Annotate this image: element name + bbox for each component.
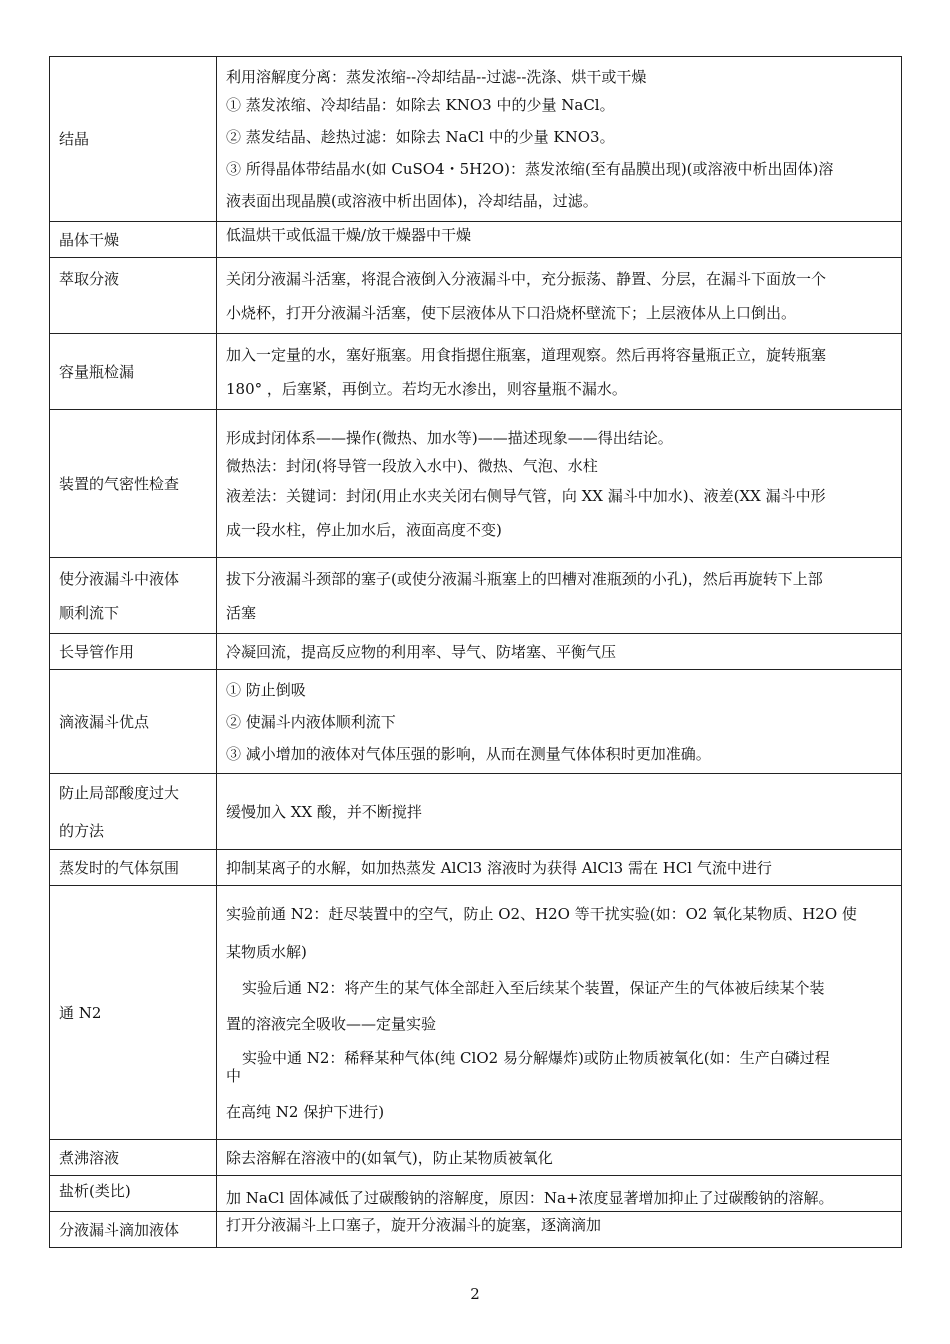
- row-label: 煮沸溶液: [50, 1140, 217, 1176]
- row-content: 除去溶解在溶液中的(如氧气)，防止某物质被氧化: [217, 1140, 902, 1176]
- row-label: 长导管作用: [50, 634, 217, 670]
- row-label: 容量瓶检漏: [50, 334, 217, 410]
- table-row: [50, 774, 902, 850]
- row-content: 抑制某离子的水解，如加热蒸发 AlCl3 溶液时为获得 AlCl3 需在 HCl 气流中进行: [217, 850, 902, 886]
- table-row: [50, 334, 902, 410]
- row-content: 低温烘干或低温干燥/放干燥器中干燥: [217, 222, 902, 258]
- table-row: [50, 222, 902, 258]
- row-label: 晶体干燥: [50, 222, 217, 258]
- row-label: 装置的气密性检查: [50, 410, 217, 558]
- row-content: 拔下分液漏斗颈部的塞子(或使分液漏斗瓶塞上的凹槽对准瓶颈的小孔)，然后再旋转下上部 活塞: [217, 558, 902, 634]
- row-content: 关闭分液漏斗活塞，将混合液倒入分液漏斗中，充分振荡、静置、分层，在漏斗下面放一个 小烧杯，打开分液漏斗活塞，使下层液体从下口沿烧杯壁流下；上层液体从上口倒出。: [217, 258, 902, 334]
- row-content: 加 NaCl 固体减低了过碳酸钠的溶解度，原因：Na+浓度显著增加抑止了过碳酸钠的溶解。: [217, 1176, 902, 1212]
- row-content: 加入一定量的水，塞好瓶塞。用食指摁住瓶塞，道理观察。然后再将容量瓶正立，旋转瓶塞 180° ，后塞紧，再倒立。若均无水渗出，则容量瓶不漏水。: [217, 334, 902, 410]
- row-label: 通 N2: [50, 886, 217, 1140]
- row-label: 防止局部酸度过大 的方法: [50, 774, 217, 850]
- table-row: [50, 57, 902, 222]
- content-table: [49, 56, 902, 1248]
- table-row: [50, 410, 902, 558]
- row-label: 蒸发时的气体氛围: [50, 850, 217, 886]
- row-content: 冷凝回流，提高反应物的利用率、导气、防堵塞、平衡气压: [217, 634, 902, 670]
- row-label: 使分液漏斗中液体 顺利流下: [50, 558, 217, 634]
- row-content: 利用溶解度分离：蒸发浓缩--冷却结晶--过滤--洗涤、烘干或干燥 ① 蒸发浓缩、冷却结晶：如除去 KNO3 中的少量 NaCl。 ② 蒸发结晶、趁热过滤：如除去 NaCl 中的少量 KNO3。 ③ 所得晶体带结晶水(如 CuSO4・5H2O)：蒸发浓缩(至有晶膜出现)(或溶液中析出固体)溶 液表面出现晶膜(或溶液中析出固体)，冷却结晶，过滤。: [217, 57, 902, 222]
- table-row: [50, 1212, 902, 1248]
- row-label: 结晶: [50, 57, 217, 222]
- table-row: [50, 886, 902, 1140]
- table-row: [50, 558, 902, 634]
- row-label: 盐析(类比): [50, 1176, 217, 1212]
- row-content: 形成封闭体系——操作(微热、加水等)——描述现象——得出结论。 微热法：封闭(将导管一段放入水中)、微热、气泡、水柱 液差法：关键词：封闭(用止水夹关闭右侧导气管，向 XX 漏斗中加水)、液差(XX 漏斗中形 成一段水柱，停止加水后，液面高度不变): [217, 410, 902, 558]
- row-label: 滴液漏斗优点: [50, 670, 217, 774]
- table-row: [50, 1140, 902, 1176]
- row-content: ① 防止倒吸 ② 使漏斗内液体顺利流下 ③ 减小增加的液体对气体压强的影响，从而在测量气体体积时更加准确。: [217, 670, 902, 774]
- table-row: [50, 670, 902, 774]
- table-row: [50, 1176, 902, 1212]
- row-label: 萃取分液: [50, 258, 217, 334]
- row-content: 打开分液漏斗上口塞子，旋开分液漏斗的旋塞，逐滴滴加: [217, 1212, 902, 1248]
- row-label: 分液漏斗滴加液体: [50, 1212, 217, 1248]
- table-row: [50, 850, 902, 886]
- page-number: 2: [470, 1285, 480, 1303]
- table-row: [50, 634, 902, 670]
- row-content: 实验前通 N2：赶尽装置中的空气，防止 O2、H2O 等干扰实验(如：O2 氧化某物质、H2O 使 某物质水解) 实验后通 N2：将产生的某气体全部赶入至后续某个装置，保证产生的气体被后续某个装 置的溶液完全吸收——定量实验 实验中通 N2：稀释某种气体(纯 ClO2 易分解爆炸)或防止物质被氧化(如：生产白磷过程 中 在高纯 N2 保护下进行): [217, 886, 902, 1140]
- row-content: 缓慢加入 XX 酸，并不断搅拌: [217, 774, 902, 850]
- table-row: [50, 258, 902, 334]
